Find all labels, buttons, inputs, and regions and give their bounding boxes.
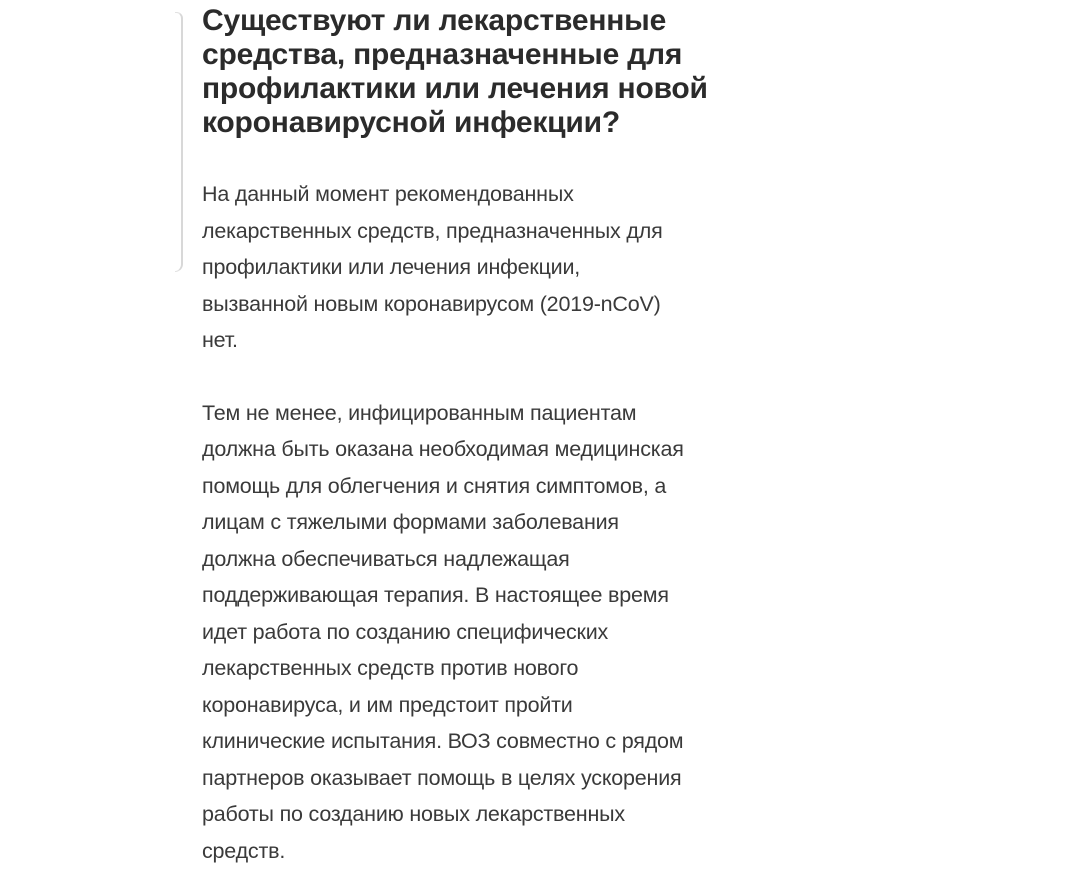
text-line: лекарственных средств против нового: [202, 656, 579, 680]
text-line: работы по созданию новых лекарственных: [202, 802, 625, 826]
faq-expand-bracket: [175, 12, 183, 272]
text-line: поддерживающая терапия. В настоящее время: [202, 583, 669, 607]
faq-article: [202, 4, 822, 869]
text-line: клинические испытания. ВОЗ совместно с рядом: [202, 729, 684, 753]
text-line: партнеров оказывает помощь в целях ускорения: [202, 765, 682, 790]
title-line: средства, предназначенные для: [202, 38, 683, 71]
answer-paragraph-1: [202, 176, 822, 359]
title-line: коронавирусной инфекции?: [202, 106, 621, 139]
title-line: профилактики или лечения новой: [202, 72, 708, 105]
text-line: должна обеспечиваться надлежащая: [202, 546, 570, 571]
text-line: профилактики или лечения инфекции,: [202, 255, 581, 279]
text-line: идет работа по созданию специфических: [202, 619, 609, 644]
text-line: должна быть оказана необходимая медицинская: [202, 437, 684, 461]
text-line: На данный момент рекомендованных: [202, 182, 574, 206]
text-line: коронавируса, и им предстоит пройти: [202, 692, 573, 717]
answer-paragraph-2: [202, 395, 822, 870]
text-line: нет.: [202, 328, 238, 352]
text-line: вызванной новым коронавирусом (2019-nCoV): [202, 291, 661, 316]
title-line: Существуют ли лекарственные: [202, 4, 667, 37]
text-line: лекарственных средств, предназначенных для: [202, 218, 663, 243]
text-line: лицам с тяжелыми формами заболевания: [202, 510, 619, 534]
text-line: средств.: [202, 838, 286, 863]
text-line: помощь для облегчения и снятия симптомов, а: [202, 473, 667, 498]
text-line: Тем не менее, инфицированным пациентам: [202, 400, 637, 425]
question-title: [202, 4, 822, 140]
